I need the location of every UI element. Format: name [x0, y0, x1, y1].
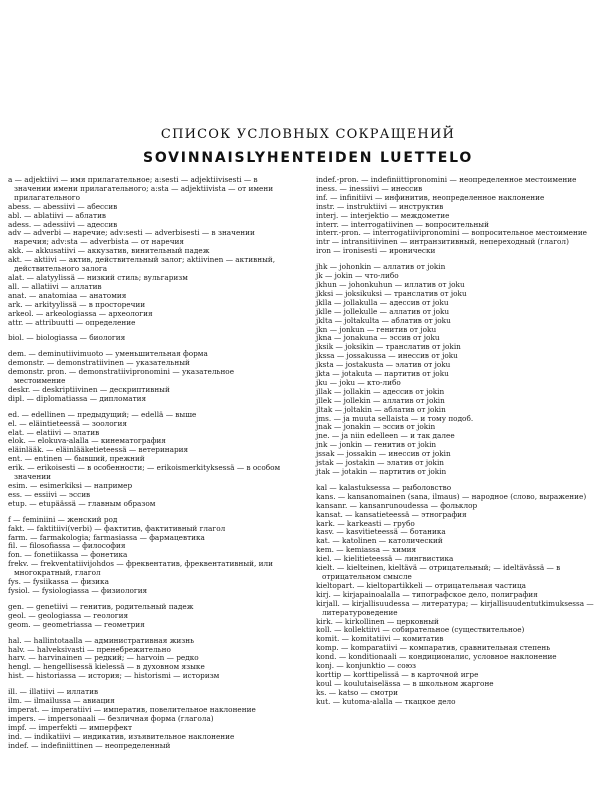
abbreviation-entry: dem. — deminutiivimuoto — уменьшительная форма [8, 349, 208, 359]
abbreviation-entry: jku — joku — кто-либо [316, 377, 401, 387]
abbreviation-entry: geom. — geometriassa — геометрия [8, 619, 145, 629]
abbreviation-entry: imperat. — imperatiivi — императив, повелительное наклонение [8, 704, 256, 714]
abbreviation-entry: korttip — korttipelissä — в карточной игре [316, 669, 479, 679]
abbreviation-entry: komp. — komparatiivi — компаратив, сравнительная степень [316, 643, 551, 653]
abbreviation-entry: jnk — jonkin — генитив от jokin [316, 440, 437, 450]
left-abbreviation-column [8, 176, 287, 750]
abbreviation-entry: jllek — jollekin — аллатив от jokin [316, 395, 445, 405]
abbreviation-entry: ill. — illatiivi — иллатив [8, 687, 99, 697]
abbreviation-entry: jkta — jotakuta — партитив от joku [316, 369, 449, 379]
page-title-russian: СПИСОК УСЛОВНЫХ СОКРАЩЕНИЙ [160, 127, 456, 142]
abbreviation-entry: fysiol. — fysiologiassa — физиология [8, 585, 148, 595]
abbreviation-entry: interr.-pron. — interrogatiivipronomini — вопросительное местоимение [316, 228, 587, 238]
abbreviation-entry: interr. — interrogatiivinen — вопросительный [316, 219, 489, 229]
page-title-finnish: SOVINNAISLYHENTEIDEN LUETTELO [142, 150, 474, 166]
abbreviation-entry: fys. — fysiikassa — физика [8, 577, 109, 587]
abbreviation-entry: jltak — joltakin — аблатив от jokin [316, 404, 446, 414]
abbreviation-entry: halv. — halveksivasti — пренебрежительно [8, 644, 171, 654]
abbreviation-entry: intr — intransitiivinen — интранзитивный, непереходный (глагол) [316, 237, 569, 247]
abbreviation-entry: jhk — johonkin — аллатив от jokin [316, 262, 446, 272]
abbreviation-entry: biol. — biologiassa — биология [8, 333, 126, 343]
abbreviation-entry: demonstr. — demonstratiivinen — указательный [8, 358, 190, 368]
abbreviation-entry: koll. — kollektiivi — собирательное (существительное) [316, 625, 525, 635]
abbreviation-entry: instr. — instruktiivi — инструктив [316, 201, 444, 211]
abbreviation-entry: kasv. — kasvitieteessä — ботаника [316, 527, 446, 537]
abbreviation-entry: ark. — arkityylissä — в просторечии [8, 299, 146, 309]
abbreviation-entry: jk — jokin — что-либо [316, 271, 399, 281]
abbreviation-entry: kal — kalastuksessa — рыболовство [316, 482, 452, 492]
abbreviation-entry: all. — allatiivi — аллатив [8, 281, 102, 291]
abbreviation-entry: indef. — indefiniittinen — неопределенный [8, 740, 171, 750]
abbreviation-entry: kans. — kansanomainen (sana, ilmaus) — народное (слово, выражение) [316, 491, 587, 501]
abbreviation-entry: farm. — farmakologia; farmasiassa — фармацевтика [8, 532, 205, 542]
abbreviation-entry: koul — koulutaiselässa — в школьном жаргоне [316, 678, 494, 688]
abbreviation-entry: ed. — edellinen — предыдущий; — edellä — выше [8, 409, 197, 419]
abbreviation-entry: elat. — elatiivi — элатив [8, 427, 100, 437]
abbreviation-entry: jstak — jostakin — элатив от jokin [316, 458, 444, 468]
abbreviation-entry: deskr. — deskriptiivinen — дескриптивный [8, 384, 170, 394]
abbreviation-entry: kirk. — kirkollinen — церковный [316, 616, 439, 626]
abbreviation-entry: impers. — impersonaali — безличная форма (глагола) [8, 713, 214, 723]
abbreviation-entry: kark. — karkeasti — грубо [316, 518, 415, 528]
abbreviation-entry: interj. — interjektio — междометие [316, 210, 450, 220]
abbreviation-entry: jkssa — jossakussa — инессив от joku [316, 351, 458, 361]
abbreviation-entry: jklta — joltakulta — аблатив от joku [316, 315, 451, 325]
abbreviation-entry: ks. — katso — смотри [316, 687, 398, 697]
abbreviation-entry: komit. — komitatiivi — комитатив [316, 634, 444, 644]
abbreviation-entry: kond. — konditionaali — кондиционалис, условное наклонение [316, 652, 557, 662]
abbreviation-entry: akk. — akkusatiivi — аккузатив, винительный падеж [8, 246, 210, 256]
abbreviation-entry: jkna — jonakuna — эссив от joku [316, 333, 440, 343]
abbreviation-entry: jtak — jotakin — партитив от jokin [316, 467, 447, 476]
abbreviation-entry: abess. — abessiivi — абессив [8, 201, 118, 211]
abbreviation-entry: fon. — fonetiikassa — фонетика [8, 550, 128, 560]
abbreviation-entry: kat. — katolinen — католический [316, 536, 443, 546]
abbreviation-entry: indef.-pron. — indefiniittipronomini — неопределенное местоимение [316, 175, 577, 184]
abbreviation-entry: el. — eläintieteessä — зоология [8, 418, 127, 428]
abbreviation-entry: kieltopart. — kieltopartikkeli — отрицательная частица [316, 580, 527, 590]
abbreviation-entry: jksta — jostakusta — элатив от joku [316, 360, 451, 370]
abbreviation-entry: inf. — infinitiivi — инфинитив, неопределенное наклонение [316, 192, 545, 202]
abbreviation-entry: jkn — jonkun — генитив от joku [316, 324, 437, 334]
abbreviation-entry: erik. — erikoisesti — в особенности; — erikoismerkityksessä — в особом значении [8, 463, 281, 482]
abbreviation-entry: hengl. — hengellisessä kielessä — в духовном языке [8, 662, 205, 672]
abbreviation-entry: jkksi — joksikuksi — транслатив от joku [316, 288, 467, 298]
abbreviation-entry: jksik — joksikin — транслатив от jokin [316, 342, 461, 352]
abbreviation-entry: jssak — jossakin — инессив от jokin [316, 449, 451, 459]
abbreviation-entry: fil. — filosofiassa — философия [8, 541, 126, 551]
abbreviation-entry: arkeol. — arkeologiassa — археология [8, 308, 153, 318]
right-abbreviation-column [316, 176, 606, 707]
abbreviation-entry: ess. — essiivi — эссив [8, 489, 91, 499]
abbreviation-entry: kem. — kemiassa — химия [316, 545, 417, 555]
abbreviation-entry: fakt. — faktitiivi(verbi) — фактитив, фактитивный глагол [8, 523, 226, 533]
abbreviation-entry: demonstr. pron. — demonstratiivipronomini — указательное местоимение [8, 367, 235, 386]
abbreviation-entry: anat. — anatomiaa — анатомия [8, 290, 127, 300]
abbreviation-entry: kansat. — kansatieteessä — этнография [316, 509, 467, 519]
abbreviation-entry: f — feminiini — женский род [8, 514, 118, 524]
abbreviation-entry: esim. — esimerkiksi — например [8, 481, 133, 490]
abbreviation-entry: jklle — jollekulle — аллатив от joku [316, 306, 450, 316]
abbreviation-entry: gen. — genetiivi — генитив, родительный падеж [8, 601, 194, 611]
abbreviation-entry: adess. — adessiivi — адессив [8, 219, 118, 229]
abbreviation-entry: hal. — hallintotaalla — административная жизнь [8, 635, 195, 645]
abbreviation-entry: konj. — konjunktio — союз [316, 661, 417, 671]
abbreviation-entry: jnak — jonakin — эссив от jokin [316, 422, 436, 432]
abbreviation-entry: ent. — entinen — бывший, прежний [8, 454, 145, 464]
abbreviation-entry: kirjall. — kirjallisuudessa — литература; — kirjallisuudentutkimuksessa — литературоведение [316, 598, 594, 617]
abbreviation-entry: iness. — inessiivi — инессив [316, 183, 423, 193]
abbreviation-entry: jllak — jollakin — адессив от jokin [316, 386, 445, 396]
abbreviation-entry: kielt. — kielteinen, kieltävä — отрицательный; — ideltävässä — в отрицательном смысле [316, 563, 561, 581]
abbreviation-entry: kiel. — kielitieteessä — лингвистика [316, 554, 454, 564]
abbreviation-entry: ilm. — ilmailussa — авиация [8, 696, 115, 706]
abbreviation-entry: a — adjektiivi — имя прилагательное; a:sesti — adjektiivisesti — в значении имени прилагательного; a:sta — adjektiivista — от имени прилагательного [8, 175, 274, 202]
abbreviation-entry: jkhun — johonkuhun — иллатив от joku [316, 279, 465, 289]
abbreviation-entry: kansanr. — kansanrunoudessa — фольклор [316, 500, 478, 510]
abbreviation-entry: iron — ironisesti — иронически [316, 246, 436, 256]
abbreviation-entry: hist. — historiassa — история; — historismi — историзм [8, 671, 220, 681]
abbreviation-entry: etup. — etupäässä — главным образом [8, 498, 156, 508]
abbreviation-entry: kirj. — kirjapainoalalla — типографское дело, полиграфия [316, 589, 538, 599]
abbreviation-entry: eläinlääk. — eläinlääketieteessä — ветеринария [8, 445, 189, 455]
abbreviation-entry: dipl. — diplomatiassa — дипломатия [8, 393, 147, 403]
abbreviation-entry: abl. — ablatiivi — аблатив [8, 210, 107, 220]
abbreviation-entry: impf. — imperfekti — имперфект [8, 722, 133, 732]
abbreviation-entry: geol. — geologiassa — геология [8, 610, 129, 620]
abbreviation-entry: elok. — elokuva-alalla — кинематография [8, 436, 166, 446]
abbreviation-entry: kut. — kutoma-alalla — ткацкое дело [316, 696, 456, 706]
abbreviation-entry: frekv. — frekventatiivijohdos — фреквентатив, фреквентативный, или многократный, глагол [8, 559, 274, 578]
abbreviation-entry: jms. — ja muuta sellaista — и тому подоб. [316, 413, 474, 423]
abbreviation-entry: ind. — indikatiivi — индикатив, изъявительное наклонение [8, 731, 235, 741]
abbreviation-entry: alat. — alatyylissä — низкий стиль; вульгаризм [8, 272, 188, 282]
abbreviation-entry: attr. — attribuutti — определение [8, 317, 136, 327]
abbreviation-entry: harv. — harvinainen — редкий; — harvoin — редко [8, 653, 199, 663]
abbreviation-entry: akt. — aktiivi — актив, действительный залог; aktiivinen — активный, действительного залога [8, 255, 276, 274]
abbreviation-entry: adv — adverbi — наречие; adv:sesti — adverbisesti — в значении наречия; adv:sta — adverbista — от наречия [8, 228, 255, 247]
abbreviation-entry: jne. — ja niin edelleen — и так далее [316, 431, 455, 441]
abbreviation-entry: jklla — jollakulla — адессив от joku [316, 297, 449, 307]
